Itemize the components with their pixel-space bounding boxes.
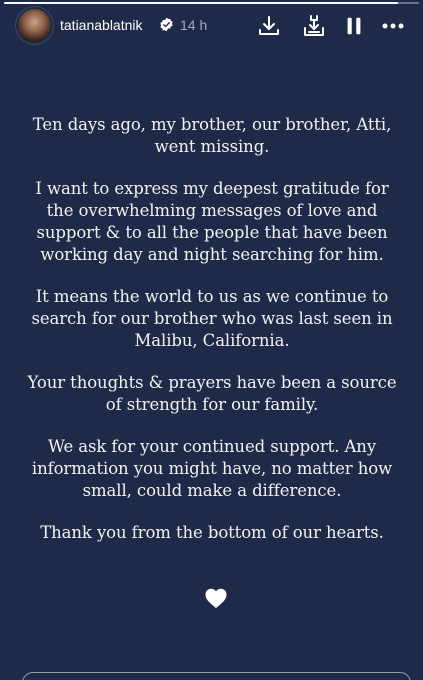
message-paragraph: Ten days ago, my brother, our brother, Atti, went missing. — [32, 115, 392, 156]
story-progress-bar — [4, 2, 419, 4]
story-message — [22, 114, 402, 564]
verified-badge-icon — [159, 17, 174, 32]
avatar[interactable] — [18, 9, 51, 42]
post-time: 14 h — [180, 17, 208, 33]
message-paragraph: Your thoughts & prayers have been a source of strength for our family. — [27, 373, 397, 414]
story-progress-fill — [4, 2, 398, 4]
message-paragraph: Thank you from the bottom of our hearts. — [40, 523, 384, 542]
story-header — [0, 8, 423, 44]
more-options-icon[interactable] — [380, 13, 406, 39]
message-paragraph: It means the world to us as we continue to search for our brother who was last seen in Malibu, California. — [31, 287, 393, 350]
download-icon[interactable] — [256, 13, 282, 39]
username[interactable]: tatianablatnik — [60, 17, 143, 33]
message-paragraph: I want to express my deepest gratitude for the overwhelming messages of love and support & to all the people that have been working day and night searching for him. — [35, 179, 389, 264]
pause-icon[interactable] — [341, 13, 367, 39]
message-paragraph: We ask for your continued support. Any information you might have, no matter how small, could make a difference. — [31, 437, 393, 500]
save-to-collection-icon[interactable] — [301, 13, 327, 39]
reply-input[interactable] — [22, 672, 411, 680]
white-heart-icon — [204, 587, 228, 609]
